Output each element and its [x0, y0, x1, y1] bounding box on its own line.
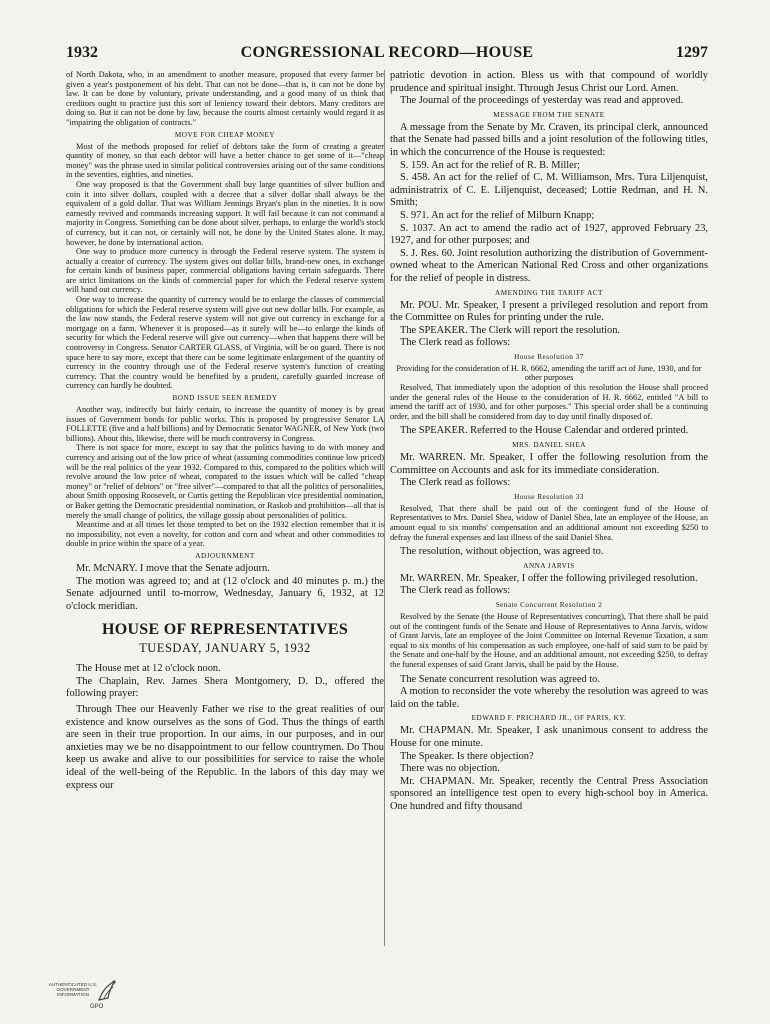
gpo-authentication-logo [46, 978, 116, 1018]
paragraph: The Chaplain, Rev. James Shera Montgomery, D. D., offered the following prayer: [66, 675, 384, 700]
paragraph: of North Dakota, who, in an amendment to another measure, proposed that every farmer be given a year's postponement of his debt. That can not be done—that is, it can not be done by law. It can be done by voluntary, private understanding, and a good many of us think that creditors ought to practice just this sort of leniency toward their debtors. Many creditors are doing so. But it can not be done by law, because the courts almost certainly would regard it as "impairing the obligation of contracts." [66, 70, 384, 127]
paragraph: The Journal of the proceedings of yesterday was read and approved. [400, 95, 684, 107]
section-heading: EDWARD F. PRICHARD JR., OF PARIS, KY. [471, 714, 627, 723]
bill-item: S. 458. An act for the relief of C. M. Williamson, Mrs. Tura Liljenquist, administratrix of C. E. Liljenquist, deceased; Lottie Redman, and H. N. Smith; [390, 172, 708, 209]
resolution-heading: House Resolution 37 [514, 352, 584, 361]
resolution-text: Resolved, That there shall be paid out of the contingent fund of the House of Representatives to Mrs. Daniel Shea, widow of Daniel Shea, late an employee of the House, an amount equal to six months' compensation and an additional amount not exceeding $250 to defray the funeral expenses and last illness of the said Daniel Shea. [390, 503, 708, 542]
column-divider [384, 70, 385, 946]
paragraph: There is not space for more, except to say that the politics having to do with money and currency and arising out of the low price of wheat (assuming commodities continue low priced) will be the real politics of the year 1932. Compared to this, compared to the politics which will revolve around the low price of wheat, compared to the issues which will be called "cheap money" or "relief of debtors" or "free silver"—compared to that all the politics of personalities, about Smith opposing Roosevelt, or Curtis getting the Republican vice presidential nomination, or Baker getting the Democratic presidential nomination, or Raskob and prohibition—all that is merely the small change of politics, the village gossip about personalities of politics. [66, 443, 384, 520]
paragraph: A message from the Senate by Mr. Craven, its principal clerk, announced that the Senate had passed bills and a joint resolution of the following titles, in which the concurrence of the House is requested: [390, 121, 708, 158]
page-number: 1297 [676, 44, 708, 61]
prayer-text: Through Thee our Heavenly Father we rise to the great realities of our existence and know ourselves as the sons of God. Thus the things of earth are seen in their true proportion. In our aims, in our purposes, and in our anxieties may we be no disappointment to our fellow countrymen. Do Thou keep us awake and alive to our possibilities for service to raise the whole ideal of the well-being of the Republic. In the labors of this day may we express our [66, 704, 384, 791]
year: 1932 [66, 44, 98, 61]
paragraph: One way to produce more currency is through the Federal reserve system. The system is actually a creator of currency. The system gives out dollar bills, brand-new ones, in exchange for certain kinds of business paper, commercial obligations having certain safeguards. There are strict limitations on the kinds of commercial paper for which the Federal reserve system will hand out currency. [66, 247, 384, 295]
resolution-text: Resolved by the Senate (the House of Representatives concurring), That there shall be paid out of the contingent funds of the Senate and House of Representatives to Anna Jarvis, widow of Grant Jarvis, late an employee of the Joint Committee on Internal Revenue Taxation, a sum equal to six months of his compensation as such employee, one-half of said sum to be paid by the Senate and one-half by the House, and an additional amount, not exceeding $250, to defray the funeral expenses of said Grant Jarvis, shall be paid by the House. [390, 611, 708, 669]
right-column [390, 70, 708, 950]
publication-title: CONGRESSIONAL RECORD—HOUSE [240, 44, 534, 61]
paragraph: The Senate concurrent resolution was agreed to. [400, 673, 600, 685]
section-heading: BOND ISSUE SEEN REMEDY [172, 394, 278, 402]
paragraph: The Clerk read as follows: [400, 477, 511, 489]
paragraph: The motion was agreed to; and at (12 o'clock and 40 minutes p. m.) the Senate adjourned until to-morrow, Wednesday, January 6, 1932, at 12 o'clock meridian. [66, 575, 384, 612]
page-header [66, 44, 708, 66]
section-heading: ANNA JARVIS [523, 561, 575, 570]
paragraph: The Speaker. Is there objection? [400, 750, 534, 762]
paragraph: There was no objection. [400, 763, 500, 775]
paragraph: Mr. McNARY. I move that the Senate adjourn. [76, 562, 270, 574]
resolution-heading: Senate Concurrent Resolution 2 [495, 600, 603, 609]
bill-item: S. J. Res. 60. Joint resolution authorizing the distribution of Government-owned wheat to the American National Red Cross and other organizations for the relief of people in distress. [390, 247, 708, 284]
paragraph: Mr. POU. Mr. Speaker, I present a privileged resolution and report from the Committee on Rules for printing under the rule. [390, 299, 708, 324]
paragraph: The House met at 12 o'clock noon. [76, 663, 221, 675]
section-heading: AMENDING THE TARIFF ACT [495, 288, 603, 297]
gpo-label: GPO [90, 1004, 104, 1010]
paragraph: Mr. WARREN. Mr. Speaker, I offer the following resolution from the Committee on Accounts and ask for its immediate consideration. [390, 452, 708, 476]
paragraph: Mr. WARREN. Mr. Speaker, I offer the following privileged resolution. [400, 572, 698, 584]
resolution-heading: House Resolution 33 [514, 492, 584, 501]
paragraph: Most of the methods proposed for relief of debtors take the form of creating a greater quantity of money, so that each debtor will have a better chance to get some of it—"cheap money" was the phrase used in similar political controversies arising out of the same conditions in the seventies, eighties, and nineties. [66, 141, 384, 180]
session-date: TUESDAY, JANUARY 5, 1932 [139, 641, 311, 656]
paragraph: One way proposed is that the Government shall buy large quantities of silver bullion and coin it into silver dollars, coupled with a decree that a silver dollar shall always be the equivalent of a gold dollar. That was William Jennings Bryan's plan in the nineties. It is now earnestly revived and commands increasing support. It will fail because it can not command a majority in Congress. Something can be done about silver, perhaps, to enlarge the world's stock of currency, but it can not, or certainly will not, be done by the United States alone. It may, however, be done by international action. [66, 179, 384, 247]
section-heading: MRS. DANIEL SHEA [512, 441, 586, 450]
resolution-text: Resolved, That immediately upon the adoption of this resolution the House shall proceed under the general rules of the House to the consideration of H. R. 6662, entitled "A bill to amend the tariff act of 1930, and for other purposes." This special order shall be a continuing order, and the bill shall be considered from day to day until finally disposed of. [390, 383, 708, 421]
section-heading: MOVE FOR CHEAP MONEY [174, 130, 276, 139]
bill-item: S. 159. An act for the relief of R. B. Miller; [400, 159, 581, 171]
bill-item: S. 971. An act for the relief of Milburn Knapp; [400, 209, 595, 221]
paragraph: A motion to reconsider the vote whereby the resolution was agreed to was laid on the table. [390, 686, 708, 710]
authentication-text: AUTHENTICATED U.S. GOVERNMENT INFORMATION [48, 982, 98, 998]
paragraph: patriotic devotion in action. Bless us with that compound of worldly prudence and spiritual insight. Through Jesus Christ our Lord. Amen. [390, 70, 708, 94]
section-heading: MESSAGE FROM THE SENATE [493, 110, 605, 119]
paragraph: One way to increase the quantity of currency would be to enlarge the classes of commercial obligations for which the Federal reserve system will give out new dollar bills. For example, as the law now stands, the Federal reserve system will not give out currency in exchange for a mortgage on a farm. Whenever it is proposed—as it surely will be—to enlarge the kinds of security for which the Federal reserve will give out currency—when that happens there will be controversy in Congress. Senator CARTER GLASS, of Virginia, will be on guard. There is not space here to say more, except that there can be some legitimate enlargement of the quantity of currency in the country through use of the Federal reserve system's function of creating currency. That the country would be benefited by a prudent, carefully guarded increase of currency can hardly be doubted. [66, 295, 384, 391]
paragraph: The Clerk read as follows: [400, 337, 511, 349]
eagle-icon [96, 978, 118, 1004]
resolution-title: Providing for the consideration of H. R. 6662, amending the tariff act of June, 1930, and for other purposes [396, 363, 702, 383]
paragraph: Mr. CHAPMAN. Mr. Speaker, recently the Central Press Association sponsored an intelligence test open to every high-school boy in America. One hundred and fifty thousand [390, 775, 708, 812]
section-heading: ADJOURNMENT [195, 551, 255, 560]
bill-item: S. 1037. An act to amend the radio act of 1927, approved February 23, 1927, and for other purposes; and [390, 222, 708, 247]
paragraph: Another way, indirectly but fairly certain, to increase the quantity of money is by great issues of Government bonds for public works. This is proposed by progressive Senator LA FOLLETTE (five and a half billions) and by Democratic Senator WAGNER, of New York (two billions). About this, likewise, there will be much controversy in Congress. [66, 405, 384, 443]
paragraph: Meantime and at all times let those tempted to bet on the 1932 election remember that it is no impossibility, not even a novelty, for cotton and corn and wheat and other commodities to double in price within the space of a year. [66, 520, 384, 549]
paragraph: The Clerk read as follows: [400, 585, 511, 597]
paragraph: The SPEAKER. Referred to the House Calendar and ordered printed. [400, 425, 689, 437]
paragraph: The SPEAKER. The Clerk will report the resolution. [400, 324, 620, 336]
house-heading: HOUSE OF REPRESENTATIVES [101, 621, 349, 639]
paragraph: The resolution, without objection, was agreed to. [400, 546, 604, 558]
left-column [66, 70, 384, 950]
paragraph: Mr. CHAPMAN. Mr. Speaker, I ask unanimous consent to address the House for one minute. [390, 725, 708, 749]
